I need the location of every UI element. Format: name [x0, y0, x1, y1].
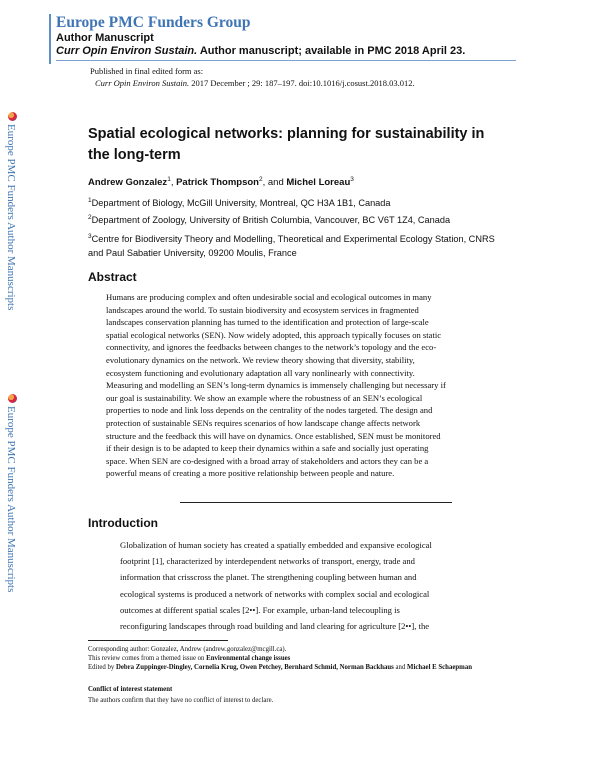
- paper-title: Spatial ecological networks: planning for sustainability in the long-term: [88, 126, 485, 163]
- themed-issue-note: [88, 655, 508, 664]
- funders-group-title: Europe PMC Funders Group: [56, 14, 251, 31]
- author-affiliation-mark: 1: [167, 176, 171, 183]
- introduction-line: information that crisscross the planet. The strengthening coupling between human and: [120, 572, 417, 583]
- abstract-line: protection of sustainable SENs requires scenarios of how landscape change affects network: [106, 417, 421, 428]
- published-details: 2017 December ; 29: 187–197. doi:10.1016/j.cosust.2018.03.012.: [189, 78, 415, 88]
- footnote-divider: [88, 640, 228, 641]
- sidebar-label: Europe PMC Funders Author Manuscripts: [5, 406, 17, 593]
- conflict-statement: The authors confirm that they have no conflict of interest to declare.: [88, 697, 274, 704]
- published-citation: [95, 78, 415, 88]
- europe-pmc-logo-icon: [8, 394, 17, 403]
- conflict-heading: Conflict of interest statement: [88, 686, 173, 693]
- author-manuscript-label: Author Manuscript: [56, 32, 154, 44]
- author-name: Andrew Gonzalez: [88, 177, 168, 189]
- abstract-line: Measuring and modelling an SEN’s long-term dynamics is immensely challenging but necessary if: [106, 380, 446, 391]
- abstract-line: landscapes conservation planning has turned to the identification and protection of large-scale: [106, 317, 429, 328]
- editors-note: [88, 664, 508, 673]
- author-affiliation-mark: 3: [350, 176, 354, 183]
- abstract-divider: [180, 502, 452, 503]
- introduction-line: ecological systems is produced a network of networks with complex social and ecological: [120, 588, 430, 599]
- introduction-line: reconfiguring landscapes through road building and land clearing for agriculture [2••], the: [120, 621, 430, 632]
- europe-pmc-logo-icon: [8, 112, 17, 121]
- author-list: [88, 176, 354, 188]
- sidebar-label: Europe PMC Funders Author Manuscripts: [5, 124, 17, 311]
- editors-names: Debra Zuppinger-Dingley, Cornelia Krug, Owen Petchey, Bernhard Schmid, Norman Backhaus: [115, 664, 394, 671]
- sidebar-watermark: [4, 112, 21, 593]
- affiliation: [88, 211, 508, 228]
- manuscript-availability: Author manuscript; available in PMC 2018 April 23.: [197, 45, 466, 57]
- abstract-line: landscapes around the world. To sustain biodiversity and ecosystem services in fragmented: [106, 304, 419, 315]
- author-name: Michel Loreau: [286, 177, 351, 189]
- introduction-line: Globalization of human society has created a spatially embedded and expansive ecological: [120, 540, 432, 550]
- header-divider: [56, 60, 516, 61]
- published-journal: Curr Opin Environ Sustain.: [95, 78, 190, 88]
- published-note: Published in final edited form as:: [90, 66, 204, 76]
- author-affiliation-mark: 2: [258, 176, 263, 183]
- affiliation: [88, 230, 508, 260]
- editors-last-name: Michael E Schaepman: [407, 664, 472, 671]
- introduction-body: [120, 537, 510, 634]
- affiliation: [88, 194, 508, 211]
- author-name: Patrick Thompson: [176, 177, 259, 189]
- abstract-line: properties to node and link loss depends on the centrality of the nodes targeted. The design and: [106, 405, 433, 416]
- introduction-line: outcomes at different spatial scales [2••]. For example, urban-land telecoupling is: [120, 604, 400, 615]
- introduction-heading: Introduction: [88, 516, 158, 530]
- abstract-body: [106, 291, 504, 480]
- abstract-line: if their design is to be adapted to keep their dynamics within a safe and socially just operating: [106, 443, 429, 454]
- abstract-line: Humans are producing complex and often undesirable social and ecological outcomes in many: [106, 292, 432, 302]
- abstract-line: space. When SEN are co-designed with a broad array of stakeholders and actors they can be a: [106, 455, 429, 466]
- abstract-line: connectivity, and ignores the feedbacks between changes to the network’s topology and the eco-: [106, 342, 437, 353]
- author-separator: ,: [170, 177, 177, 189]
- affiliation-text: Centre for Biodiversity Theory and Modelling, Theoretical and Experimental Ecology Station, CNRS and Paul Sabatier University, 09200 Moulis, France: [88, 234, 495, 258]
- affiliation-text: Department of Biology, McGill University, Montreal, QC H3A 1B1, Canada: [91, 198, 391, 209]
- affiliation-mark: 3: [88, 233, 92, 240]
- editors-and: and: [393, 664, 408, 671]
- affiliation-mark: 2: [88, 214, 92, 221]
- abstract-line: powerful means of creating a more positive relationship between people and nature.: [106, 468, 395, 479]
- manuscript-citation: [56, 45, 465, 57]
- abstract-heading: Abstract: [88, 270, 137, 284]
- themed-issue-name: Environmental change issues: [206, 655, 291, 662]
- corresponding-author: Corresponding author: Gonzalez, Andrew (andrew.gonzalez@mcgill.ca).: [88, 646, 287, 653]
- author-separator: , and: [262, 177, 287, 189]
- abstract-line: spatial ecological networks (SEN). Now widely adopted, this approach typically focuses on static: [106, 329, 442, 340]
- introduction-line: footprint [1], characterized by interdependent networks of transport, energy, trade and: [120, 556, 415, 567]
- abstract-line: ecosystem functioning and evolutionary adaptation all vary nonlinearly with connectivity.: [106, 367, 415, 378]
- affiliation-text: Department of Zoology, University of British Columbia, Vancouver, BC V6T 1Z4, Canada: [91, 215, 451, 226]
- editors-prefix: Edited by: [88, 664, 116, 671]
- themed-issue-prefix: This review comes from a themed issue on: [88, 655, 207, 662]
- abstract-line: structure and the feedback this will have on dynamics. Once established, SEN must be monitored: [106, 430, 441, 441]
- abstract-line: our goal is sustainability. We show an example where the robustness of an SEN’s ecological: [106, 392, 423, 403]
- affiliation-mark: 1: [88, 197, 92, 204]
- abstract-line: evolutionary dynamics on the network. We review theory showing that diversity, stability,: [106, 354, 415, 365]
- header-accent-bar: [49, 14, 51, 64]
- journal-name: Curr Opin Environ Sustain.: [56, 45, 198, 57]
